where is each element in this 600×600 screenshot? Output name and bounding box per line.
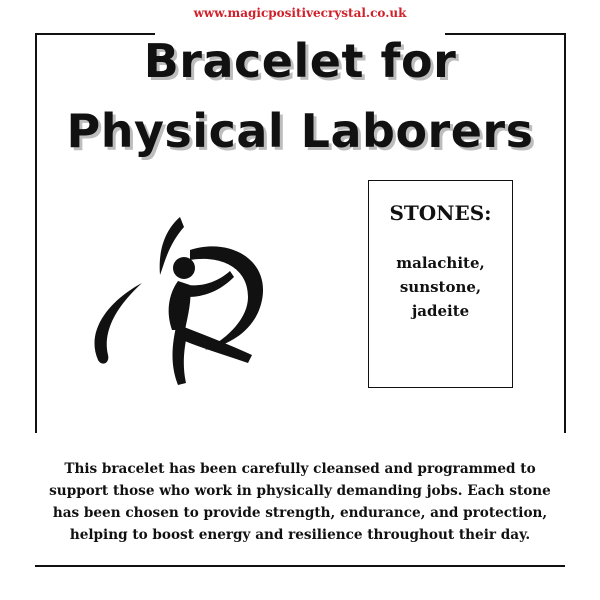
stones-heading: STONES: bbox=[389, 201, 492, 225]
frame-bottom-line bbox=[35, 565, 565, 567]
page-title-line2: Physical Laborers bbox=[66, 104, 534, 158]
stone-item: sunstone, bbox=[399, 278, 482, 296]
jumping-person-icon bbox=[80, 205, 280, 405]
website-url: www.magicpositivecrystal.co.uk bbox=[193, 6, 407, 20]
page-title-line1: Bracelet for bbox=[143, 34, 457, 88]
frame-left-line bbox=[35, 33, 37, 433]
stones-box bbox=[368, 180, 513, 388]
description-text: This bracelet has been carefully cleansed and programmed to support those who work in physically demanding jobs. Each stone has been chosen to provide strength, endurance, and protection, helping to boost energy and resilience throughout their day. bbox=[49, 461, 551, 543]
stone-item: malachite, bbox=[396, 254, 485, 272]
frame-right-line bbox=[564, 33, 566, 433]
stone-item: jadeite bbox=[411, 302, 470, 320]
